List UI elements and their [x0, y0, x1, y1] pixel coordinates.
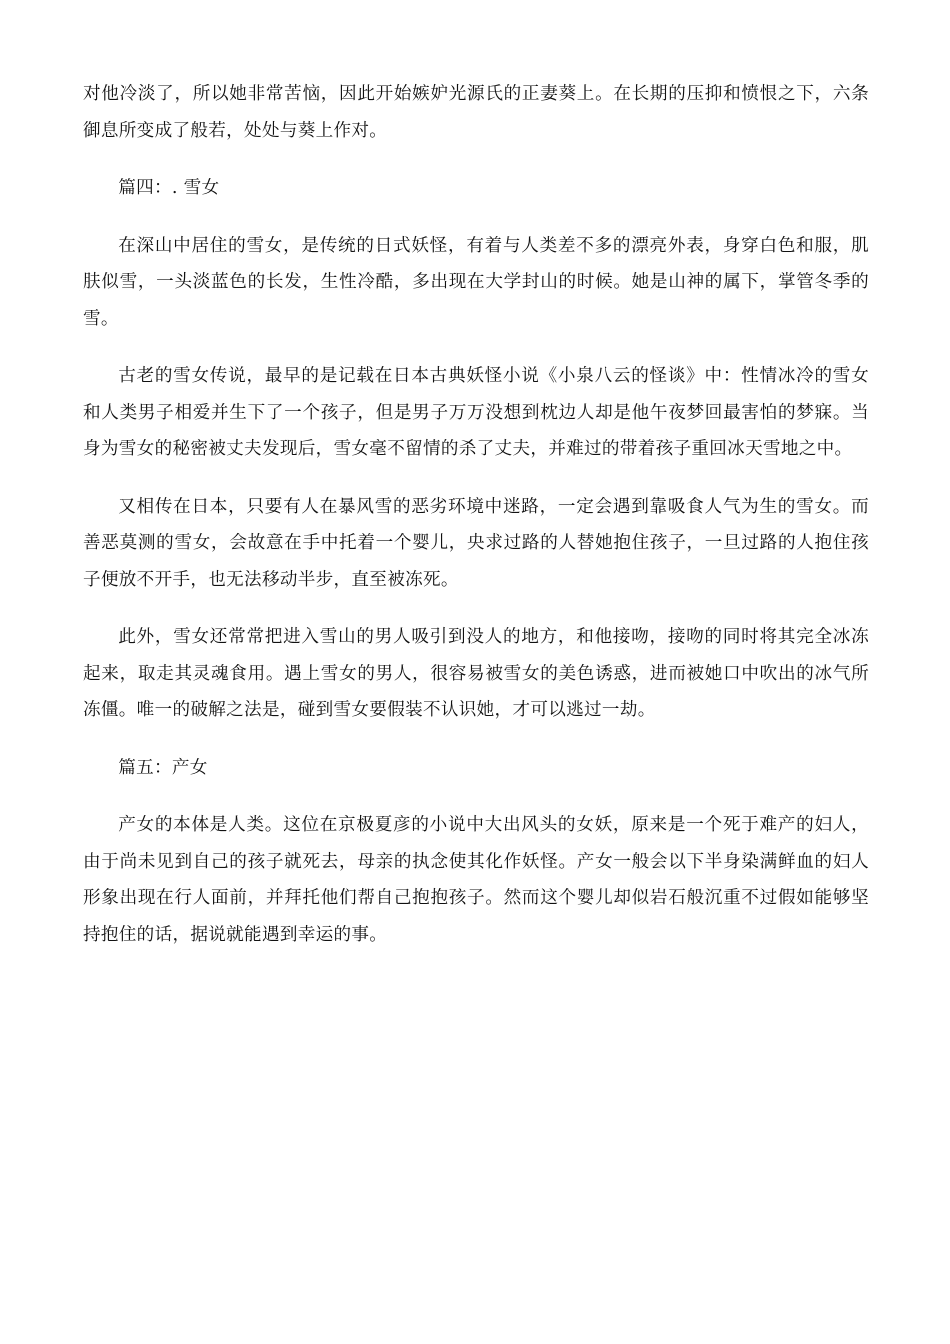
- paragraph-intro-continuation: 对他冷淡了，所以她非常苦恼，因此开始嫉妒光源氏的正妻葵上。在长期的压抑和愤恨之下，六条御息所变成了般若，处处与葵上作对。: [83, 84, 869, 141]
- section-heading-yukionna: 篇四：. 雪女: [118, 178, 220, 198]
- paragraph-ubume-description: 产女的本体是人类。这位在京极夏彦的小说中大出风头的女妖，原来是一个死于难产的妇人，由于尚未见到自己的孩子就死去，母亲的执念使其化作妖怪。产女一般会以下半身染满鲜血的妇人形象出现在行人面前，并拜托他们帮自己抱抱孩子。然而这个婴儿却似岩石般沉重不过假如能够坚持抱住的话，据说就能遇到幸运的事。: [83, 815, 869, 945]
- section-heading-ubume: 篇五：产女: [118, 757, 208, 778]
- paragraph-yukionna-legend: 古老的雪女传说，最早的是记载在日本古典妖怪小说《小泉八云的怪谈》中：性情冰冷的雪女和人类男子相爱并生下了一个孩子，但是男子万万没想到枕边人却是他午夜梦回最害怕的梦寐。当身为雪女的秘密被丈夫发现后，雪女毫不留情的杀了丈夫，并难过的带着孩子重回冰天雪地之中。: [83, 366, 869, 459]
- document-page: [83, 76, 869, 974]
- paragraph-yukionna-description: 在深山中居住的雪女，是传统的日式妖怪，有着与人类差不多的漂亮外表，身穿白色和服，肌肤似雪，一头淡蓝色的长发，生性冷酷，多出现在大学封山的时候。她是山神的属下，掌管冬季的雪。: [83, 235, 869, 329]
- paragraph-yukionna-kiss: 此外，雪女还常常把进入雪山的男人吸引到没人的地方，和他接吻，接吻的同时将其完全冰冻起来，取走其灵魂食用。遇上雪女的男人，很容易被雪女的美色诱惑，进而被她口中吹出的冰气所冻僵。唯一的破解之法是，碰到雪女要假装不认识她，才可以逃过一劫。: [83, 627, 869, 720]
- paragraph-yukionna-blizzard: 又相传在日本，只要有人在暴风雪的恶劣环境中迷路，一定会遇到靠吸食人气为生的雪女。而善恶莫测的雪女，会故意在手中托着一个婴儿，央求过路的人替她抱住孩子，一旦过路的人抱住孩子便放不开手，也无法移动半步，直至被冻死。: [83, 496, 869, 590]
